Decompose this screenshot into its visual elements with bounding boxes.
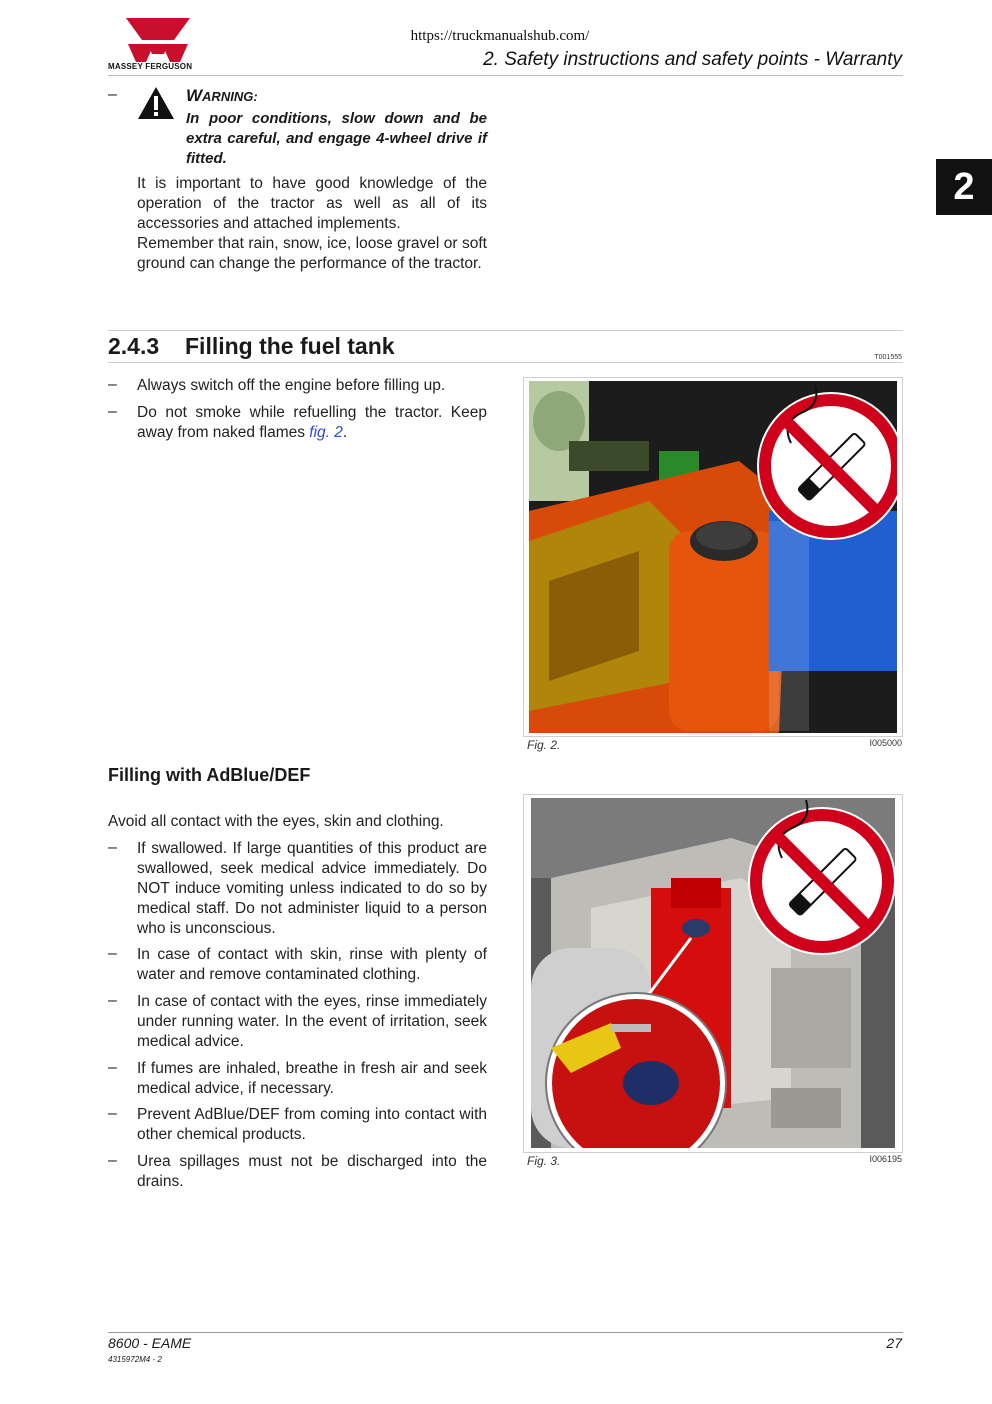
fuel-tank-illustration [529,381,897,733]
list-dash: – [108,992,117,1009]
section-code: T001555 [874,354,902,361]
document-number: 4315972M4 - 2 [108,1355,162,1364]
figure-code: I005000 [869,738,902,748]
list-item: Urea spillages must not be discharged into the drains. [137,1153,487,1190]
list-item: In case of contact with skin, rinse with plenty of water and remove contaminated clothing. [137,946,487,983]
list-dash: – [108,945,117,962]
warning-title: WARNING: [186,86,258,105]
list-item: Prevent AdBlue/DEF from coming into contact with other chemical products. [137,1106,487,1143]
list-dash: – [108,1152,117,1169]
list-item: Do not smoke while refuelling the tractor. Keep away from naked flames fig. 2. [137,404,487,441]
figure-code: I006195 [869,1154,902,1164]
list-item: If swallowed. If large quantities of this product are swallowed, seek medical advice immediately. Do NOT induce vomiting unless indicated to do so by medical staff. Do not administer liquid to a person who is unconscious. [137,840,487,937]
logo-text: MASSEY FERGUSON [108,62,193,71]
list-item: In case of contact with the eyes, rinse immediately under running water. In the event of irritation, seek medical advice. [137,993,487,1050]
figure-3-frame [523,794,903,1153]
intro-paragraph-2: Remember that rain, snow, ice, loose gravel or soft ground can change the performance of the tractor. [137,235,487,272]
list-dash: – [108,86,117,103]
section-divider-bottom [108,362,903,363]
list-dash: – [108,1059,117,1076]
warning-triangle-icon [137,86,175,120]
list-dash: – [108,376,117,393]
footer-model: 8600 - EAME [108,1335,192,1351]
fig-2-link[interactable]: fig. 2 [309,424,343,441]
list-item: Always switch off the engine before filling up. [137,377,446,394]
chapter-title: 2. Safety instructions and safety points - Warranty [483,49,902,70]
list-dash: – [108,839,117,856]
adblue-tank-illustration [531,798,895,1148]
list-dash: – [108,403,117,420]
page-number: 27 [886,1335,902,1351]
adblue-intro: Avoid all contact with the eyes, skin and clothing. [108,813,444,830]
figure-caption: Fig. 2. [527,738,561,752]
subsection-heading: Filling with AdBlue/DEF [108,765,311,785]
header-divider [108,75,903,76]
section-divider-top [108,330,903,331]
section-title: Filling the fuel tank [185,333,395,359]
section-number: 2.4.3 [108,333,160,359]
warning-text: In poor conditions, slow down and be extra careful, and engage 4-wheel drive if fitted. [186,110,487,167]
list-item: If fumes are inhaled, breathe in fresh air and seek medical advice, if necessary. [137,1060,487,1097]
figure-caption: Fig. 3. [527,1154,561,1168]
list-dash: – [108,1105,117,1122]
figure-2-frame [523,377,903,737]
chapter-tab: 2 [936,159,992,215]
source-url[interactable]: https://truckmanualshub.com/ [410,28,590,44]
footer-divider [108,1332,903,1333]
intro-paragraph-1: It is important to have good knowledge of the operation of the tractor as well as all of its accessories and attached implements. [137,175,487,232]
